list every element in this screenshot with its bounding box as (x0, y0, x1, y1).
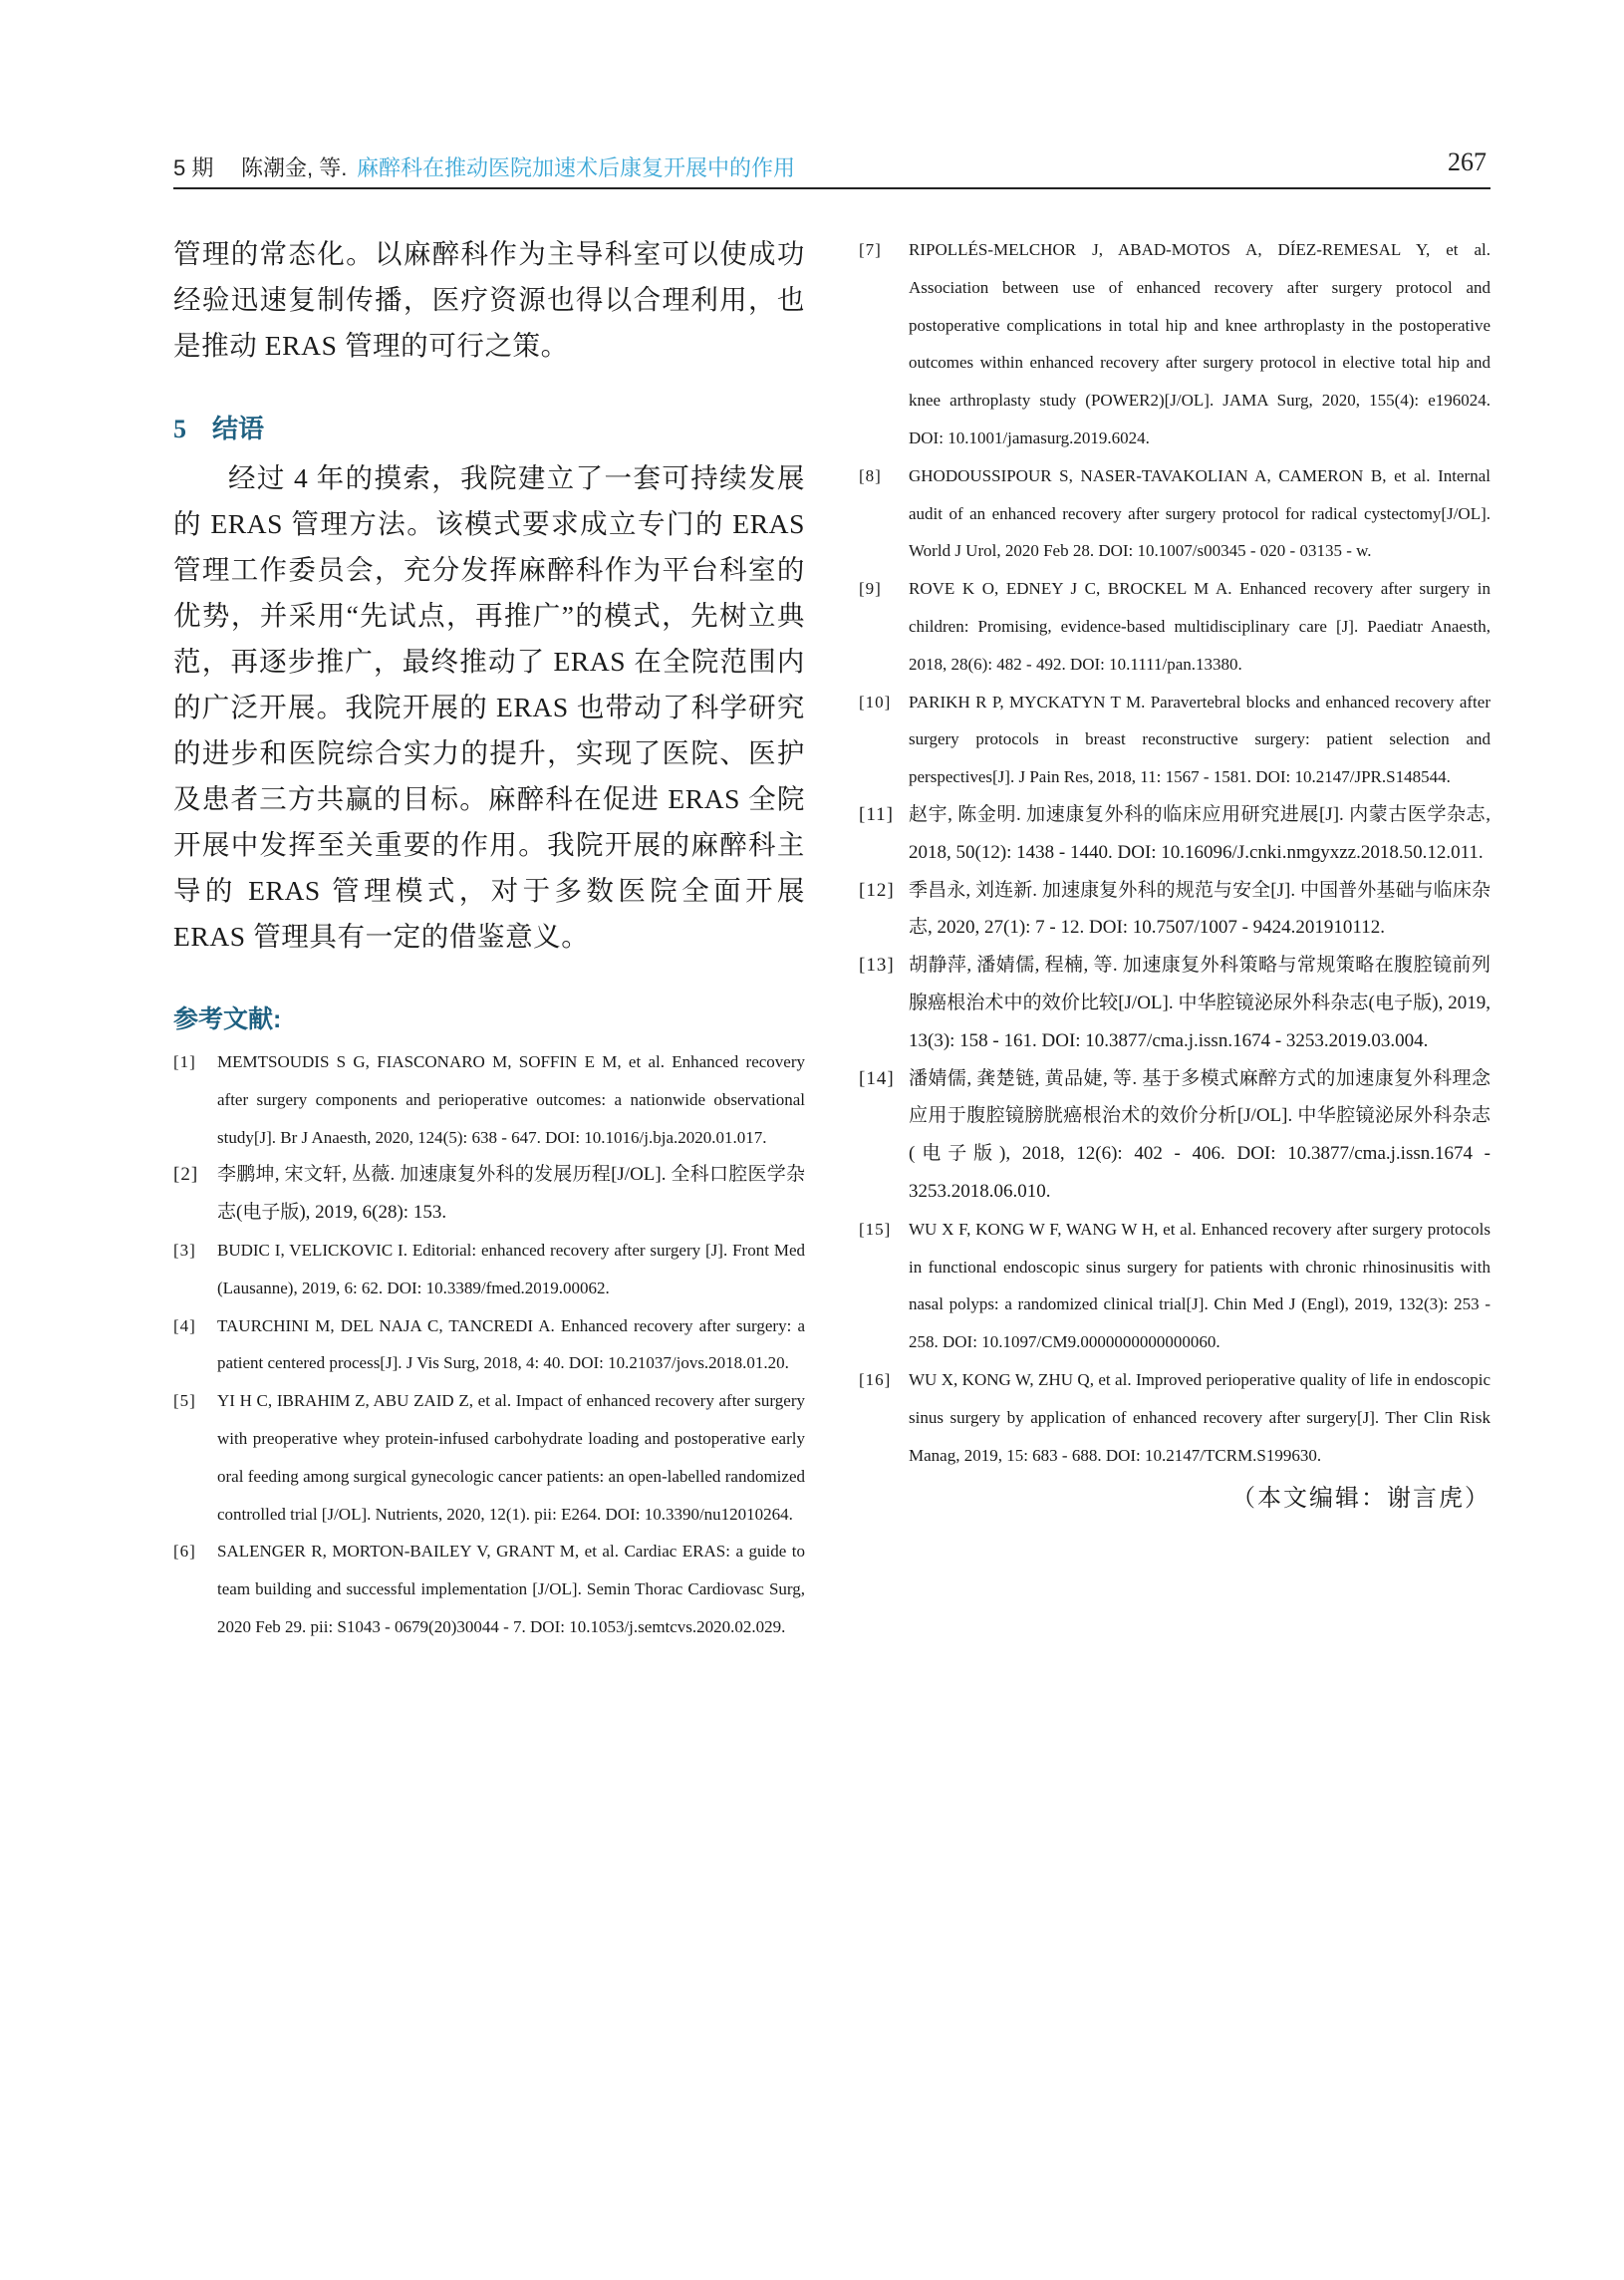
reference-text: 季昌永, 刘连新. 加速康复外科的规范与安全[J]. 中国普外基础与临床杂志, 2020, 27(1): 7 - 12. DOI: 10.7507/1007 - 9424.201910112. (909, 879, 1490, 939)
reference-text: WU X, KONG W, ZHU Q, et al. Improved perioperative quality of life in endoscopic sinus surgery by application of enhanced recovery after surgery[J]. Ther Clin Risk Manag, 2019, 15: 683 - 688. DOI: 10.2147/TCRM.S199630. (909, 1369, 1490, 1465)
reference-text: WU X F, KONG W F, WANG W H, et al. Enhanced recovery after surgery protocols in functional endoscopic sinus surgery for patients with chronic rhinosinusitis with nasal polyps: a randomized clinical trial[J]. Chin Med J (Engl), 2019, 132(3): 253 - 258. DOI: 10.1097/CM9.0000000000000060. (909, 1219, 1490, 1352)
reference-number: [8] (859, 465, 882, 485)
reference-text: RIPOLLÉS-MELCHOR J, ABAD-MOTOS A, DÍEZ-REMESAL Y, et al. Association between use of enhanced recovery after surgery protocol and postoperative complications in total hip and knee arthroplasty in the postoperative outcomes within enhanced recovery after surgery protocol in elective total hip and knee arthroplasty study (POWER2)[J/OL]. JAMA Surg, 2020, 155(4): e196024. DOI: 10.1001/jamasurg.2019.6024. (909, 240, 1490, 447)
reference-text: 胡静萍, 潘婧儒, 程楠, 等. 加速康复外科策略与常规策略在腹腔镜前列腺癌根治术中的效价比较[J/OL]. 中华腔镜泌尿外科杂志(电子版), 2019, 13(3): 158 - 161. DOI: 10.3877/cma.j.issn.1674 - 3253.2019.03.004. (909, 955, 1490, 1051)
reference-item (859, 684, 1490, 796)
reference-item (859, 1361, 1490, 1474)
reference-text: PARIKH R P, MYCKATYN T M. Paravertebral blocks and enhanced recovery after surgery protocols in breast reconstructive surgery: patient selection and perspectives[J]. J Pain Res, 2018, 11: 1567 - 1581. DOI: 10.2147/JPR.S148544. (909, 692, 1490, 787)
references-heading: 参考文献: (173, 1005, 282, 1033)
reference-number: [13] (859, 955, 895, 977)
reference-item (859, 231, 1490, 457)
reference-text: TAURCHINI M, DEL NAJA C, TANCREDI A. Enhanced recovery after surgery: a patient centered process[J]. J Vis Surg, 2018, 4: 40. DOI: 10.21037/jovs.2018.01.20. (217, 1315, 805, 1373)
left-column (173, 231, 805, 1646)
conclusion-paragraph: 经过 4 年的摸索，我院建立了一套可持续发展的 ERAS 管理方法。该模式要求成立专门的 ERAS 管理工作委员会，充分发挥麻醉科作为平台科室的优势，并采用“先试点，再推广”的模式，先树立典范，再逐步推广，最终推动了 ERAS 在全院范围内的广泛开展。我院开展的 ERAS 也带动了科学研究的进步和医院综合实力的提升，实现了医院、医护及患者三方共赢的目标。麻醉科在促进 ERAS 全院开展中发挥至关重要的作用。我院开展的麻醉科主导的 ERAS 管理模式，对于多数医院全面开展 ERAS 管理具有一定的借鉴意义。 (173, 462, 805, 952)
reference-number: [14] (859, 1067, 895, 1089)
reference-item (173, 1156, 805, 1232)
reference-number: [10] (859, 692, 892, 712)
issue-number: 5 期 (173, 155, 214, 180)
reference-item (173, 1382, 805, 1533)
reference-number: [11] (859, 803, 894, 825)
reference-text: 赵宇, 陈金明. 加速康复外科的临床应用研究进展[J]. 内蒙古医学杂志, 2018, 50(12): 1438 - 1440. DOI: 10.16096/J.cnki.nmgyxzz.2018.50.12.011. (909, 803, 1490, 863)
reference-number: [2] (173, 1164, 199, 1186)
reference-text: GHODOUSSIPOUR S, NASER-TAVAKOLIAN A, CAMERON B, et al. Internal audit of an enhanced recovery after surgery protocol for radical cystectomy[J/OL]. World J Urol, 2020 Feb 28. DOI: 10.1007/s00345 - 020 - 03135 - w. (909, 465, 1490, 561)
reference-number: [6] (173, 1542, 196, 1562)
header-article-title: 麻醉科在推动医院加速术后康复开展中的作用 (357, 155, 796, 180)
reference-list-left (173, 1043, 805, 1646)
reference-text: BUDIC I, VELICKOVIC I. Editorial: enhanced recovery after surgery [J]. Front Med (Lausanne), 2019, 6: 62. DOI: 10.3389/fmed.2019.00062. (217, 1240, 805, 1297)
reference-number: [5] (173, 1391, 196, 1411)
running-header (173, 145, 1490, 189)
reference-item (859, 872, 1490, 948)
reference-text: YI H C, IBRAHIM Z, ABU ZAID Z, et al. Impact of enhanced recovery after surgery with preoperative whey protein-infused carbohydrate loading and postoperative early oral feeding among surgical gynecologic cancer patients: an open-labelled randomized controlled trial [J/OL]. Nutrients, 2020, 12(1). pii: E264. DOI: 10.3390/nu12010264. (217, 1391, 805, 1524)
reference-number: [3] (173, 1240, 196, 1260)
reference-number: [4] (173, 1315, 196, 1335)
reference-number: [15] (859, 1219, 892, 1239)
reference-item (859, 796, 1490, 872)
reference-item (859, 1211, 1490, 1361)
reference-number: [12] (859, 879, 895, 901)
reference-text: MEMTSOUDIS S G, FIASCONARO M, SOFFIN E M, et al. Enhanced recovery after surgery components and perioperative outcomes: a nationwide observational study[J]. Br J Anaesth, 2020, 124(5): 638 - 647. DOI: 10.1016/j.bja.2020.01.017. (217, 1052, 805, 1147)
editor-note: （本文编辑：谢言虎） (1231, 1486, 1490, 1513)
reference-number: [7] (859, 240, 882, 259)
right-column (859, 231, 1490, 1520)
reference-list-right (859, 231, 1490, 1474)
reference-text: ROVE K O, EDNEY J C, BROCKEL M A. Enhanced recovery after surgery in children: Promising, evidence-based multidisciplinary care [J]. Paediatr Anaesth, 2018, 28(6): 482 - 492. DOI: 10.1111/pan.13380. (909, 579, 1490, 674)
reference-item (173, 1043, 805, 1156)
reference-item (859, 947, 1490, 1059)
reference-number: [1] (173, 1052, 196, 1071)
reference-item (173, 1307, 805, 1383)
reference-number: [16] (859, 1369, 892, 1389)
header-authors: 陈潮金, 等. (241, 155, 348, 180)
reference-text: 潘婧儒, 龚楚链, 黄品婕, 等. 基于多模式麻醉方式的加速康复外科理念应用于腹腔镜膀胱癌根治术的效价分析[J/OL]. 中华腔镜泌尿外科杂志(电子版), 2018, 12(6): 402 - 406. DOI: 10.3877/cma.j.issn.1674 - 3253.2018.06.010. (909, 1067, 1490, 1202)
reference-text: SALENGER R, MORTON-BAILEY V, GRANT M, et al. Cardiac ERAS: a guide to team building and successful implementation [J/OL]. Semin Thorac Cardiovasc Surg, 2020 Feb 29. pii: S1043 - 0679(20)30044 - 7. DOI: 10.1053/j.semtcvs.2020.02.029. (217, 1542, 805, 1636)
continued-paragraph: 管理的常态化。以麻醉科作为主导科室可以使成功经验迅速复制传播，医疗资源也得以合理利用，也是推动 ERAS 管理的可行之策。 (173, 238, 805, 361)
section-title: 结语 (212, 414, 265, 443)
section-number: 5 (173, 415, 186, 443)
reference-item (859, 1060, 1490, 1211)
reference-text: 李鹏坤, 宋文轩, 丛薇. 加速康复外科的发展历程[J/OL]. 全科口腔医学杂志(电子版), 2019, 6(28): 153. (217, 1164, 805, 1224)
reference-item (173, 1232, 805, 1307)
page-number: 267 (1448, 147, 1487, 176)
reference-item (859, 457, 1490, 570)
reference-item (859, 570, 1490, 683)
reference-item (173, 1533, 805, 1645)
reference-number: [9] (859, 579, 882, 599)
section-heading-conclusion (173, 409, 805, 449)
